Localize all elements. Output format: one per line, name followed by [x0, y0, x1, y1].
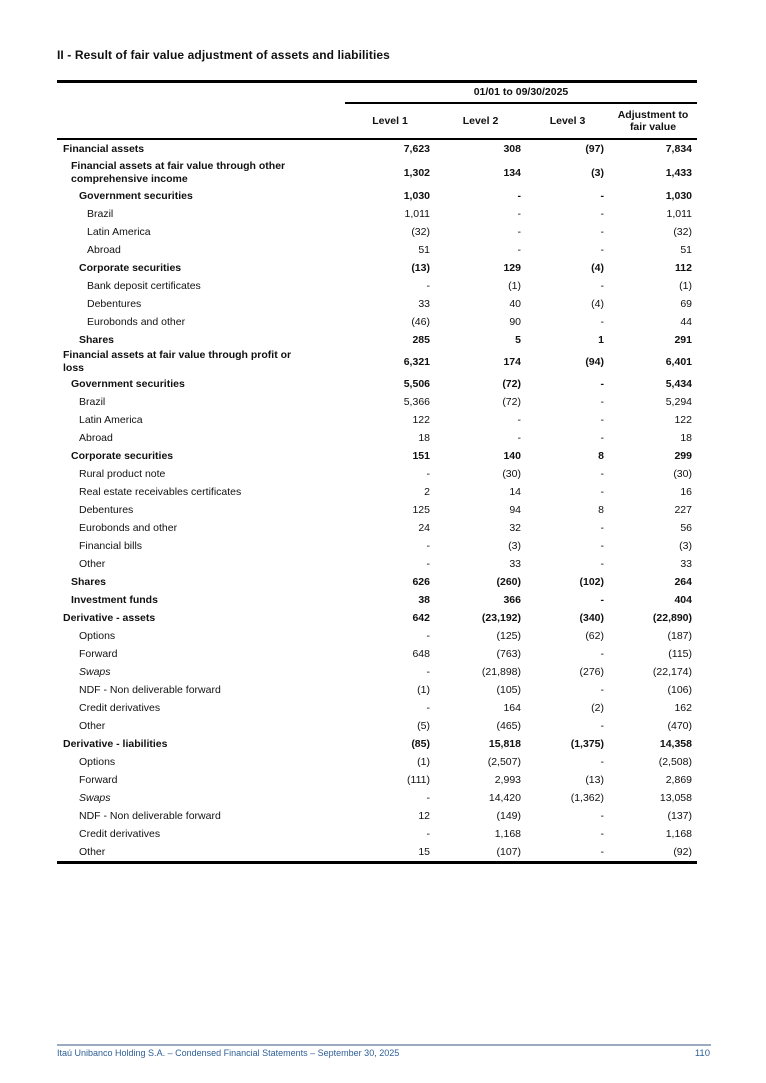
table-row — [57, 789, 697, 807]
cell-level1: (46) — [411, 316, 430, 328]
cell-level2: 140 — [503, 450, 521, 462]
table-row — [57, 501, 697, 519]
cell-level2: 33 — [509, 558, 521, 570]
cell-adjustment: (30) — [673, 468, 692, 480]
col-header-level3: Level 3 — [549, 115, 586, 127]
cell-level1: (111) — [407, 774, 430, 786]
cell-adjustment: (106) — [667, 684, 692, 696]
cell-level2: 32 — [509, 522, 521, 534]
cell-adjustment: 7,834 — [665, 143, 692, 155]
period-spacer — [57, 83, 345, 104]
row-label: Financial bills — [79, 539, 143, 552]
cell-level2: (2,507) — [487, 756, 521, 768]
cell-level1: 648 — [412, 648, 430, 660]
table-row — [57, 717, 697, 735]
cell-level1: (1) — [417, 684, 430, 696]
table-row — [57, 205, 697, 223]
table-row — [57, 735, 697, 753]
cell-level1: 285 — [412, 334, 430, 346]
cell-level2: 40 — [509, 298, 521, 310]
table-row — [57, 591, 697, 609]
row-label: Derivative - liabilities — [63, 737, 168, 750]
cell-level2: 14 — [509, 486, 521, 498]
cell-level3: (13) — [585, 774, 604, 786]
cell-level2: 90 — [509, 316, 521, 328]
table-row — [57, 519, 697, 537]
cell-level2: 134 — [503, 166, 521, 179]
cell-adjustment: (92) — [673, 846, 692, 858]
row-label: Swaps — [79, 791, 111, 804]
row-label: Other — [79, 557, 106, 570]
row-label: Forward — [79, 647, 118, 660]
table-row — [57, 555, 697, 573]
cell-level1: 5,366 — [403, 396, 430, 408]
cell-adjustment: 16 — [680, 486, 692, 498]
cell-level3: - — [600, 468, 604, 480]
table-row — [57, 465, 697, 483]
cell-level3: 8 — [598, 450, 604, 462]
cell-adjustment: 404 — [674, 594, 692, 606]
cell-level1: 122 — [412, 414, 430, 426]
cell-adjustment: 299 — [674, 450, 692, 462]
table-row — [57, 663, 697, 681]
cell-level2: 174 — [503, 356, 521, 368]
row-label: Options — [79, 629, 116, 642]
cell-adjustment: 18 — [680, 432, 692, 444]
row-label: Other — [79, 719, 106, 732]
cell-level2: (72) — [502, 396, 521, 408]
cell-level2: 14,420 — [488, 792, 521, 804]
cell-level1: (13) — [411, 262, 430, 274]
cell-level2: (3) — [508, 540, 521, 552]
cell-level3: - — [600, 720, 604, 732]
cell-level2: (149) — [496, 810, 521, 822]
row-label: Forward — [79, 773, 118, 786]
table-row — [57, 771, 697, 789]
cell-level3: (97) — [585, 143, 604, 155]
cell-level2: (465) — [496, 720, 521, 732]
cell-level2: 1,168 — [494, 828, 521, 840]
footer-text: Itaú Unibanco Holding S.A. – Condensed Financial Statements – September 30, 2025 — [57, 1048, 400, 1058]
cell-level2: - — [517, 244, 521, 256]
table-row — [57, 537, 697, 555]
row-label: Other — [79, 845, 106, 858]
cell-level3: (2) — [591, 702, 604, 714]
row-label: Government securities — [71, 377, 185, 390]
cell-adjustment: 1,030 — [665, 190, 692, 202]
cell-level3: - — [600, 756, 604, 768]
cell-level1: - — [426, 792, 430, 804]
table-row — [57, 259, 697, 277]
cell-level1: 51 — [418, 244, 430, 256]
row-label: Brazil — [79, 395, 106, 408]
row-label: Abroad — [87, 243, 121, 256]
table-row — [57, 223, 697, 241]
cell-adjustment: 1,011 — [666, 208, 692, 220]
cell-adjustment: 227 — [674, 504, 692, 516]
cell-adjustment: 14,358 — [659, 738, 692, 750]
cell-level1: 642 — [412, 612, 430, 624]
cell-level3: (4) — [591, 298, 604, 310]
cell-adjustment: 1,168 — [665, 828, 692, 840]
row-label: Debentures — [87, 297, 142, 310]
col-header-level2: Level 2 — [462, 115, 499, 127]
cell-level3: - — [600, 594, 604, 606]
table-row — [57, 627, 697, 645]
table-row — [57, 681, 697, 699]
cell-level3: - — [600, 280, 604, 292]
row-label: Government securities — [79, 189, 193, 202]
cell-level2: 94 — [509, 504, 521, 516]
cell-adjustment: 112 — [675, 262, 692, 274]
cell-adjustment: 264 — [674, 576, 692, 588]
cell-level1: - — [426, 280, 430, 292]
cell-level1: - — [426, 828, 430, 840]
cell-level3: - — [600, 208, 604, 220]
table-row — [57, 753, 697, 771]
table-row — [57, 645, 697, 663]
cell-level3: (4) — [591, 262, 604, 274]
row-label: NDF - Non deliverable forward — [79, 809, 221, 822]
cell-level2: 5 — [515, 334, 521, 346]
cell-adjustment: (137) — [667, 810, 692, 822]
row-label: Brazil — [87, 207, 114, 220]
table-row — [57, 429, 697, 447]
table-row — [57, 187, 697, 205]
row-label: Financial assets — [63, 142, 145, 155]
row-label: NDF - Non deliverable forward — [79, 683, 221, 696]
cell-level3: - — [600, 190, 604, 202]
col-header-level1: Level 1 — [372, 115, 408, 127]
cell-level1: 125 — [412, 504, 430, 516]
cell-level2: (107) — [496, 846, 521, 858]
cell-level3: (102) — [579, 576, 604, 588]
cell-level1: 151 — [412, 450, 430, 462]
page-number: 110 — [694, 1048, 710, 1059]
cell-level1: 1,011 — [404, 208, 430, 220]
table-row — [57, 295, 697, 313]
cell-level3: (94) — [585, 356, 604, 368]
row-label: Rural product note — [79, 467, 166, 480]
cell-adjustment: (470) — [667, 720, 692, 732]
table-row — [57, 393, 697, 411]
table-row — [57, 411, 697, 429]
fair-value-table — [57, 80, 697, 864]
cell-level2: 308 — [503, 143, 521, 155]
footer-divider — [57, 1044, 711, 1046]
row-label: Debentures — [79, 503, 134, 516]
row-label: Investment funds — [71, 593, 158, 606]
table-row — [57, 807, 697, 825]
cell-level2: (21,898) — [481, 666, 521, 678]
cell-level3: - — [600, 810, 604, 822]
table-row — [57, 843, 697, 861]
cell-adjustment: 56 — [680, 522, 692, 534]
table-row — [57, 140, 697, 158]
table-row — [57, 313, 697, 331]
cell-level1: - — [426, 540, 430, 552]
cell-adjustment: (22,174) — [652, 666, 692, 678]
table-row — [57, 158, 697, 187]
cell-level1: 33 — [418, 298, 430, 310]
cell-level2: 366 — [503, 594, 521, 606]
cell-level3: (62) — [585, 630, 604, 642]
cell-level1: - — [426, 666, 430, 678]
cell-level3: - — [600, 396, 604, 408]
cell-level1: (32) — [411, 226, 430, 238]
cell-level2: - — [517, 414, 521, 426]
cell-level2: - — [517, 432, 521, 444]
table-row — [57, 375, 697, 393]
cell-level3: - — [600, 522, 604, 534]
cell-level3: - — [600, 558, 604, 570]
cell-level3: - — [600, 432, 604, 444]
cell-adjustment: (32) — [673, 226, 692, 238]
cell-level3: (1,362) — [570, 792, 604, 804]
row-label: Financial assets at fair value through profit or loss — [63, 349, 292, 374]
row-label: Latin America — [79, 413, 143, 426]
cell-adjustment: (1) — [679, 280, 692, 292]
cell-level1: 1,030 — [403, 190, 430, 202]
row-label: Swaps — [79, 665, 111, 678]
cell-level2: 2,993 — [494, 774, 521, 786]
cell-level3: - — [600, 226, 604, 238]
cell-level2: (72) — [502, 378, 521, 390]
cell-adjustment: 44 — [680, 316, 692, 328]
col-header-adjustment: Adjustment to fair value — [617, 109, 689, 133]
cell-adjustment: 6,401 — [665, 356, 692, 368]
row-label: Corporate securities — [71, 449, 174, 462]
cell-level3: - — [600, 684, 604, 696]
cell-level1: 5,506 — [403, 378, 430, 390]
row-label: Corporate securities — [79, 261, 182, 274]
cell-adjustment: 122 — [674, 414, 692, 426]
row-label: Derivative - assets — [63, 611, 156, 624]
table-body — [57, 140, 697, 864]
cell-level3: 8 — [598, 504, 604, 516]
cell-level2: - — [517, 190, 521, 202]
row-label: Shares — [71, 575, 107, 588]
cell-adjustment: 162 — [674, 702, 692, 714]
table-row — [57, 573, 697, 591]
cell-level1: (85) — [411, 738, 430, 750]
cell-level1: - — [426, 702, 430, 714]
row-label: Financial assets at fair value through other comprehensive income — [71, 159, 286, 185]
cell-level3: - — [600, 244, 604, 256]
cell-adjustment: 69 — [680, 298, 692, 310]
cell-level1: 24 — [418, 522, 430, 534]
cell-level1: (5) — [417, 720, 430, 732]
cell-level2: - — [517, 226, 521, 238]
cell-level3: (1,375) — [570, 738, 604, 750]
table-row — [57, 825, 697, 843]
cell-adjustment: (22,890) — [652, 612, 692, 624]
cell-level2: 15,818 — [488, 738, 521, 750]
row-label: Eurobonds and other — [79, 521, 178, 534]
cell-adjustment: 291 — [674, 334, 692, 346]
cell-adjustment: 1,433 — [665, 166, 692, 179]
cell-level1: - — [426, 630, 430, 642]
cell-level2: 164 — [503, 702, 521, 714]
table-row — [57, 609, 697, 627]
cell-level1: - — [426, 468, 430, 480]
cell-level1: 6,321 — [403, 356, 430, 368]
cell-level3: - — [600, 846, 604, 858]
table-row — [57, 241, 697, 259]
row-label: Shares — [79, 333, 115, 346]
cell-level3: - — [600, 378, 604, 390]
cell-adjustment: 13,058 — [659, 792, 692, 804]
cell-level1: 38 — [418, 594, 430, 606]
table-row — [57, 349, 697, 375]
cell-adjustment: 33 — [680, 558, 692, 570]
page-title: II - Result of fair value adjustment of assets and liabilities — [57, 48, 390, 62]
cell-level3: - — [600, 828, 604, 840]
cell-level2: (1) — [508, 280, 521, 292]
cell-adjustment: (187) — [667, 630, 692, 642]
cell-level3: - — [600, 486, 604, 498]
period-header-row — [57, 83, 697, 104]
table-row — [57, 277, 697, 295]
cell-level1: (1) — [417, 756, 430, 768]
cell-level3: (340) — [579, 612, 604, 624]
cell-level1: - — [426, 558, 430, 570]
cell-level3: (276) — [579, 666, 604, 678]
row-label: Real estate receivables certificates — [79, 485, 242, 498]
cell-level2: (30) — [502, 468, 521, 480]
row-label: Abroad — [79, 431, 113, 444]
cell-level2: (260) — [496, 576, 521, 588]
cell-adjustment: (115) — [668, 648, 692, 660]
cell-level1: 2 — [424, 486, 430, 498]
row-label: Options — [79, 755, 116, 768]
cell-adjustment: 5,434 — [665, 378, 692, 390]
cell-level1: 7,623 — [403, 143, 430, 155]
table-row — [57, 699, 697, 717]
cell-level1: 1,302 — [403, 166, 430, 179]
period-header: 01/01 to 09/30/2025 — [345, 83, 697, 104]
cell-level1: 15 — [418, 846, 430, 858]
cell-level3: (3) — [591, 166, 604, 179]
cell-level3: - — [600, 648, 604, 660]
cell-level2: (105) — [496, 684, 521, 696]
cell-level2: 129 — [503, 262, 521, 274]
row-label: Credit derivatives — [79, 701, 161, 714]
cell-level2: (23,192) — [481, 612, 521, 624]
cell-level1: 12 — [418, 810, 430, 822]
cell-level2: - — [517, 208, 521, 220]
cell-level1: 18 — [418, 432, 430, 444]
row-label: Latin America — [87, 225, 151, 238]
row-label: Credit derivatives — [79, 827, 161, 840]
cell-adjustment: (2,508) — [658, 756, 692, 768]
cell-level2: (763) — [496, 648, 521, 660]
cell-level3: - — [600, 540, 604, 552]
cell-adjustment: 2,869 — [665, 774, 692, 786]
cell-level3: - — [600, 316, 604, 328]
table-header — [57, 80, 697, 140]
cell-level3: 1 — [598, 334, 604, 346]
table-row — [57, 447, 697, 465]
column-header-row — [57, 104, 697, 140]
cell-adjustment: (3) — [679, 540, 692, 552]
row-label: Bank deposit certificates — [87, 279, 201, 292]
cell-adjustment: 5,294 — [665, 396, 692, 408]
row-label: Eurobonds and other — [87, 315, 186, 328]
cell-level1: 626 — [412, 576, 430, 588]
table-row — [57, 483, 697, 501]
cell-level2: (125) — [496, 630, 521, 642]
table-row — [57, 331, 697, 349]
cell-level3: - — [600, 414, 604, 426]
cell-adjustment: 51 — [680, 244, 692, 256]
